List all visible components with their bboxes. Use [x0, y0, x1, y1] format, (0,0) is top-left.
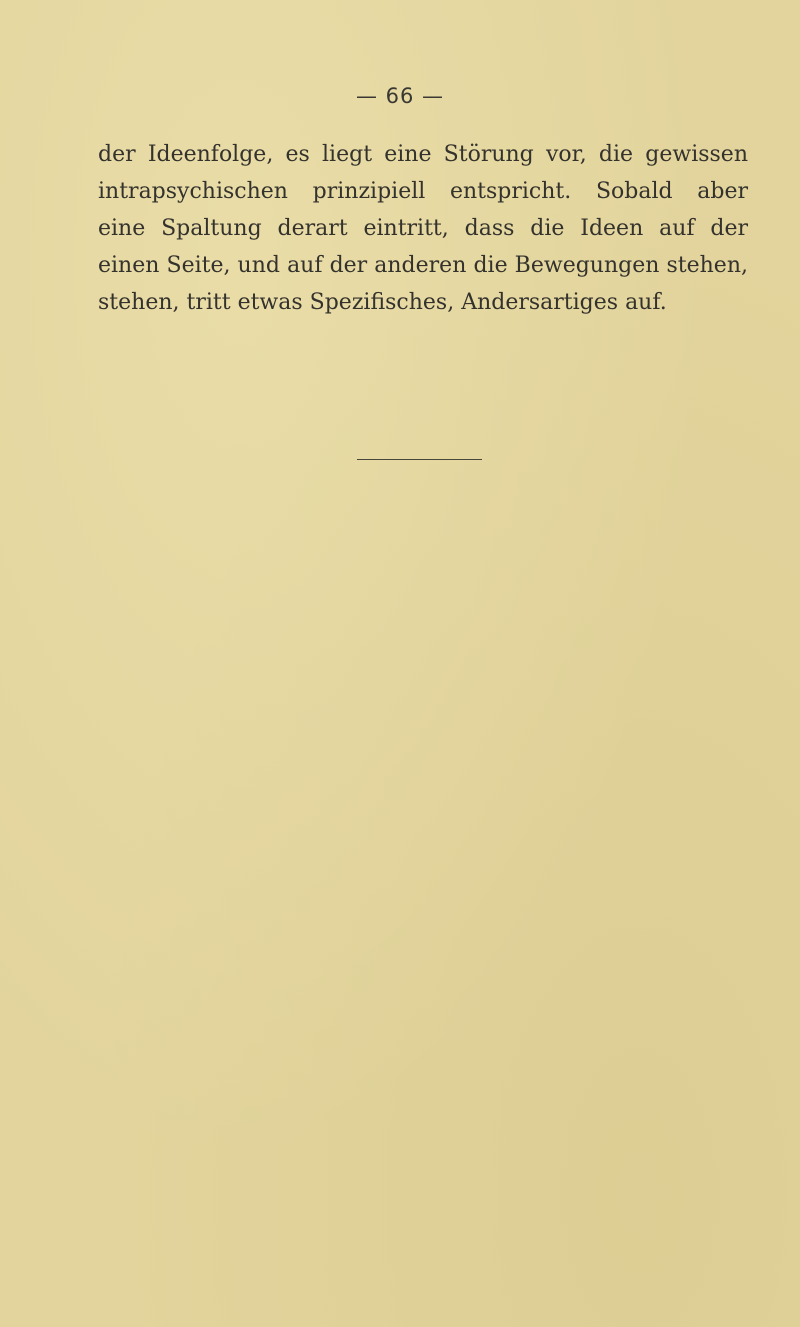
paragraph-line: stehen, tritt etwas Spezifisches, Andersartiges auf.	[98, 290, 667, 315]
paragraph	[98, 136, 748, 321]
paragraph-line: einen Seite, und auf der anderen die Bewegungen stehen,	[98, 253, 748, 278]
paragraph-line: der Ideenfolge, es liegt eine Störung vor, die gewissen	[98, 142, 748, 167]
paragraph-line: intrapsychischen prinzipiell entspricht. Sobald aber	[98, 179, 748, 204]
paragraph-line: eine Spaltung derart eintritt, dass die Ideen auf der	[98, 216, 748, 241]
page-number: — 66 —	[355, 84, 445, 108]
section-divider	[357, 459, 482, 460]
